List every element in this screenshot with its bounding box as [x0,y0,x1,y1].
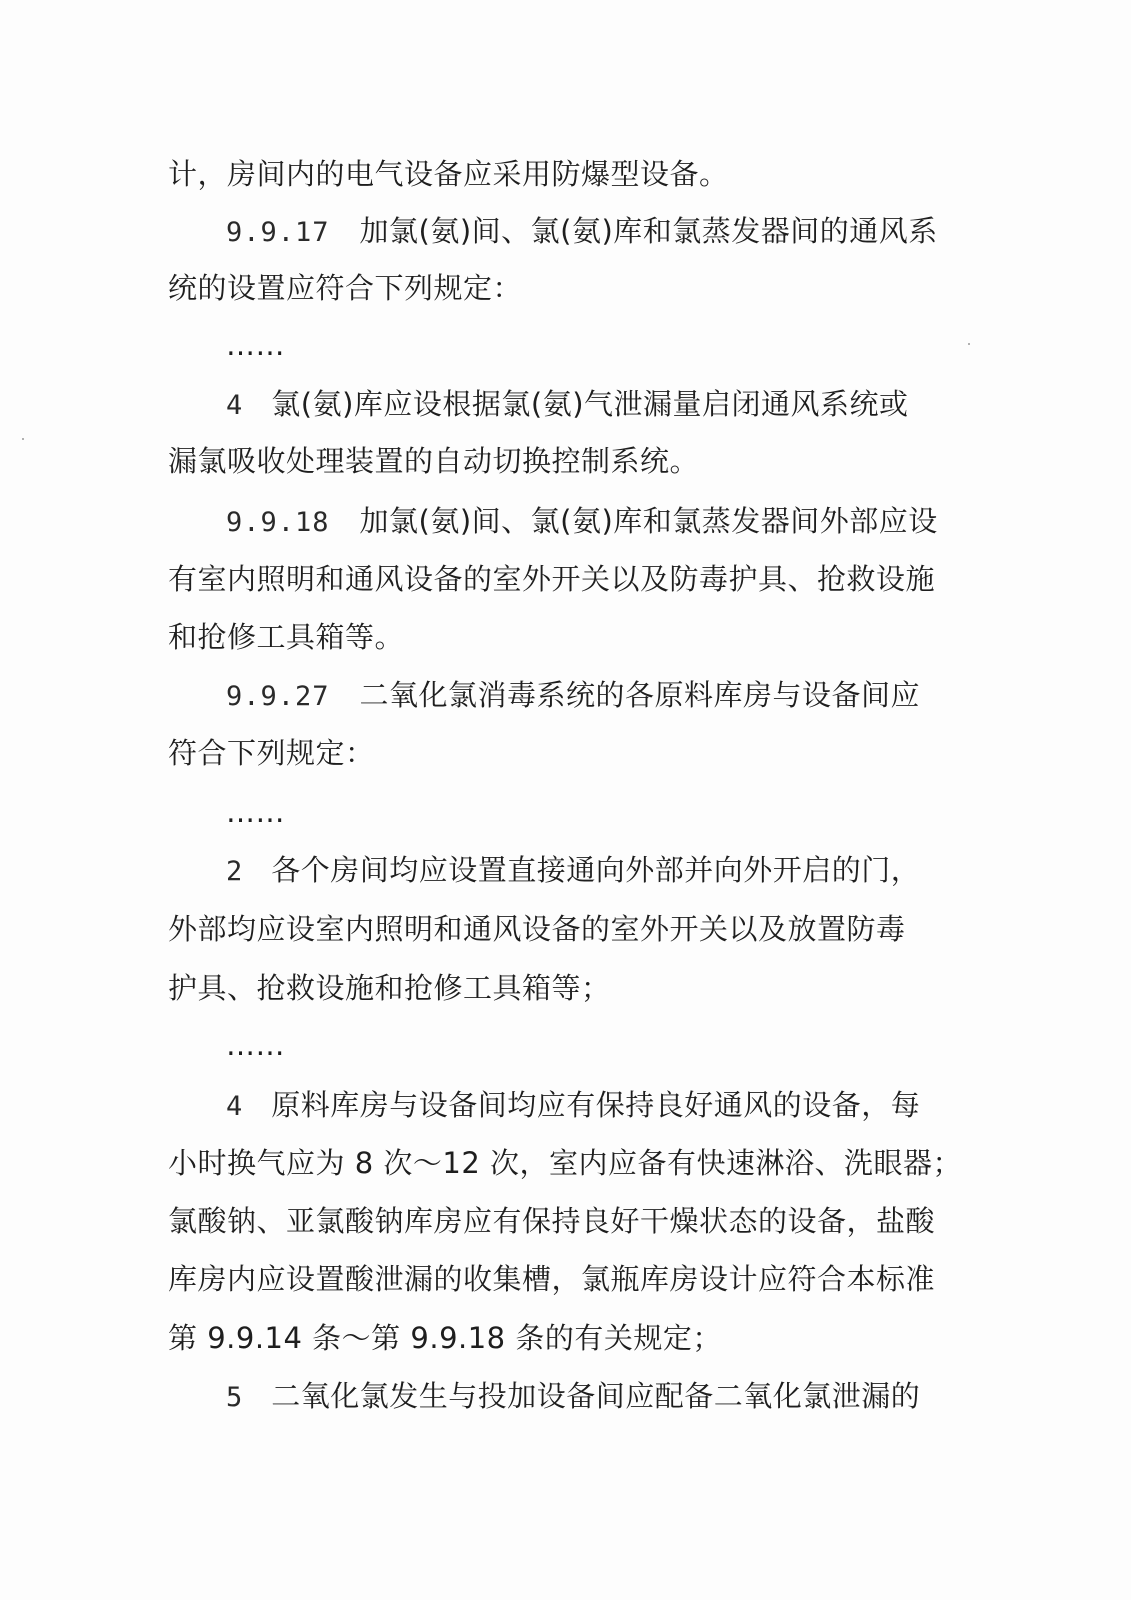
item-number: 4 [226,390,244,421]
text-line: 符合下列规定： [168,736,375,770]
scan-speck [968,343,970,345]
clause-heading: 9.9.27 二氧化氯消毒系统的各原料库房与设备间应 [226,678,921,712]
scan-speck [22,438,24,440]
text-line: 有室内照明和通风设备的室外开关以及防毒护具、抢救设施 [168,562,936,596]
text-line: 计，房间内的电气设备应采用防爆型设备。 [168,157,729,191]
item-number: 5 [226,1382,244,1413]
ellipsis-line: …… [226,1028,285,1062]
ellipsis-line: …… [226,795,285,829]
text-line: 和抢修工具箱等。 [168,620,405,654]
ellipsis-line: …… [226,328,285,362]
text-line: 护具、抢救设施和抢修工具箱等； [168,971,611,1005]
text-line: 统的设置应符合下列规定： [168,271,523,305]
list-item: 4 氯(氨)库应设根据氯(氨)气泄漏量启闭通风系统或 [226,387,909,421]
item-number: 2 [226,856,244,887]
list-item: 2 各个房间均应设置直接通向外部并向外开启的门， [226,853,921,887]
clause-number: 9.9.27 [226,681,330,712]
clause-heading: 9.9.18 加氯(氨)间、氯(氨)库和氯蒸发器间外部应设 [226,504,938,538]
text-line: 库房内应设置酸泄漏的收集槽，氯瓶库房设计应符合本标准 [168,1262,936,1296]
clause-heading: 9.9.17 加氯(氨)间、氯(氨)库和氯蒸发器间的通风系 [226,214,938,248]
text-line: 漏氯吸收处理装置的自动切换控制系统。 [168,444,700,478]
clause-number: 9.9.17 [226,217,330,248]
clause-number: 9.9.18 [226,507,330,538]
text-line: 氯酸钠、亚氯酸钠库房应有保持良好干燥状态的设备，盐酸 [168,1204,936,1238]
text-line: 第 9.9.14 条～第 9.9.18 条的有关规定； [168,1321,722,1355]
list-item: 4 原料库房与设备间均应有保持良好通风的设备，每 [226,1088,921,1122]
text-line: 外部均应设室内照明和通风设备的室外开关以及放置防毒 [168,912,906,946]
list-item: 5 二氧化氯发生与投加设备间应配备二氧化氯泄漏的 [226,1379,921,1413]
item-number: 4 [226,1091,244,1122]
text-line: 小时换气应为 8 次～12 次，室内应备有快速淋浴、洗眼器； [168,1146,963,1180]
